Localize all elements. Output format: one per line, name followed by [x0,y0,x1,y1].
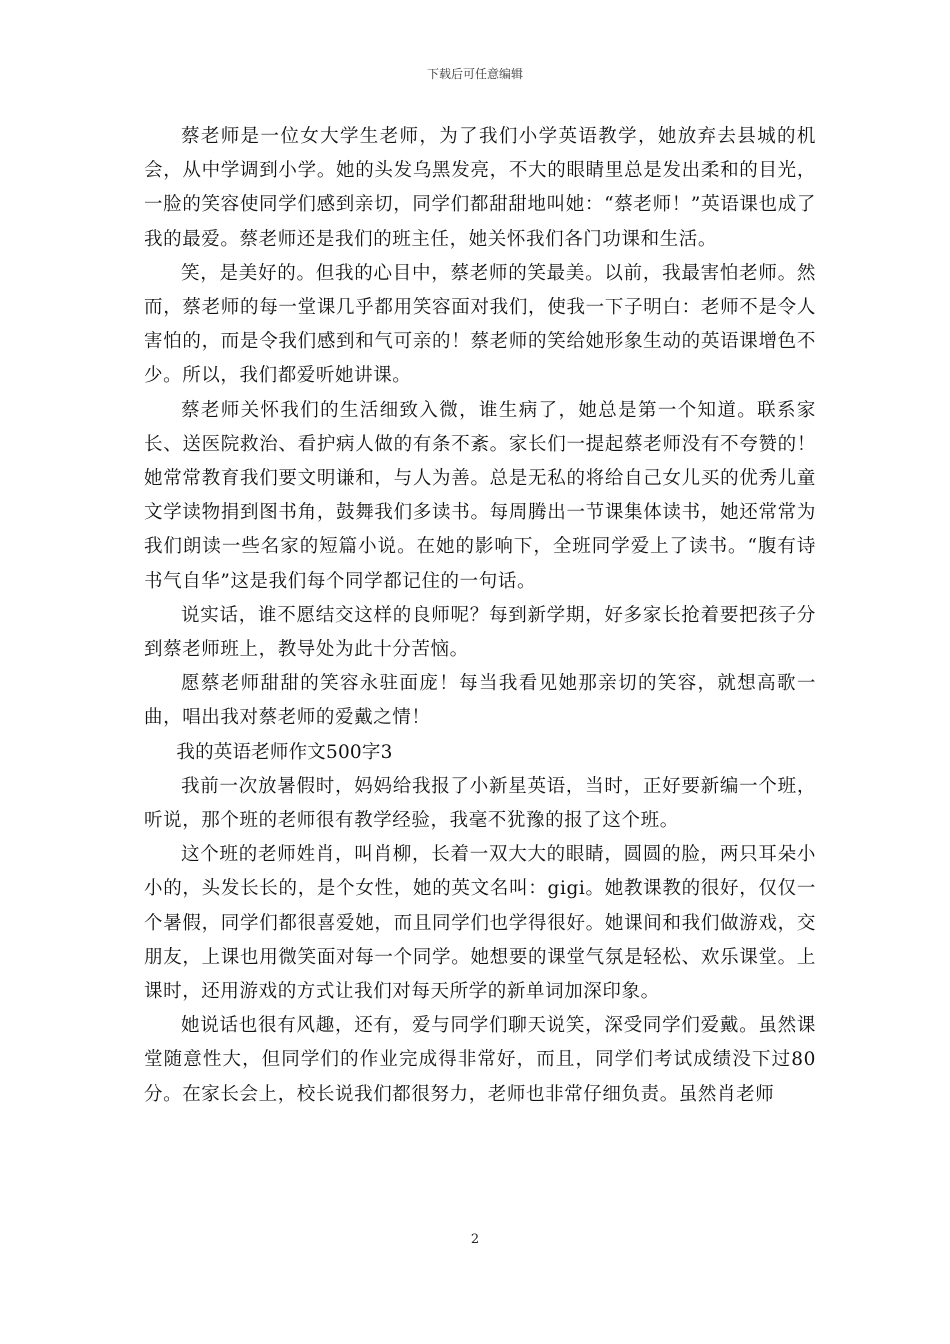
paragraph: 笑，是美好的。但我的心目中，蔡老师的笑最美。以前，我最害怕老师。然而，蔡老师的每一堂课几乎都用笑容面对我们，使我一下子明白：老师不是令人害怕的，而是令我们感到和气可亲的！蔡老师的笑给她形象生动的英语课增色不少。所以，我们都爱听她讲课。 [144,262,816,387]
section-heading: 我的英语老师作文500字3 [176,741,393,763]
paragraph: 说实话，谁不愿结交这样的良师呢？每到新学期，好多家长抢着要把孩子分到蔡老师班上，教导处为此十分苦恼。 [144,604,816,661]
paragraph: 这个班的老师姓肖，叫肖柳，长着一双大大的眼睛，圆圆的脸，两只耳朵小小的，头发长长的，是个女性，她的英文名叫：gigi。她教课教的很好，仅仅一个暑假，同学们都很喜爱她，而且同学们也学得很好。她课间和我们做游戏，交朋友，上课也用微笑面对每一个同学。她想要的课堂气氛是轻松、欢乐课堂。上课时，还用游戏的方式让我们对每天所学的新单词加深印象。 [144,844,816,1003]
paragraph: 她说话也很有风趣，还有，爱与同学们聊天说笑，深受同学们爱戴。虽然课堂随意性大，但同学们的作业完成得非常好，而且，同学们考试成绩没下过80分。在家长会上，校长说我们都很努力，老师也非常仔细负责。虽然肖老师 [144,1015,816,1105]
page-number: 2 [470,1232,480,1247]
paragraph: 蔡老师关怀我们的生活细致入微，谁生病了，她总是第一个知道。联系家长、送医院救治、看护病人做的有条不紊。家长们一提起蔡老师没有不夸赞的！她常常教育我们要文明谦和，与人为善。总是无私的将给自己女儿买的优秀儿童文学读物捐到图书角，鼓舞我们多读书。每周腾出一节课集体读书，她还常常为我们朗读一些名家的短篇小说。在她的影响下，全班同学爱上了读书。“腹有诗书气自华”这是我们每个同学都记住的一句话。 [144,399,816,592]
paragraph: 愿蔡老师甜甜的笑容永驻面庞！每当我看见她那亲切的笑容，就想高歌一曲，唱出我对蔡老师的爱戴之情！ [144,673,816,729]
page-header: 下载后可任意编辑 [426,67,523,81]
document-body [144,120,816,1112]
paragraph: 蔡老师是一位女大学生老师，为了我们小学英语教学，她放弃去县城的机会，从中学调到小学。她的头发乌黑发亮，不大的眼睛里总是发出柔和的目光，一脸的笑容使同学们感到亲切，同学们都甜甜地叫她：“蔡老师！”英语课也成了我的最爱。蔡老师还是我们的班主任，她关怀我们各门功课和生活。 [144,126,816,250]
paragraph: 我前一次放暑假时，妈妈给我报了小新星英语，当时，正好要新编一个班，听说，那个班的老师很有教学经验，我毫不犹豫的报了这个班。 [144,775,816,832]
